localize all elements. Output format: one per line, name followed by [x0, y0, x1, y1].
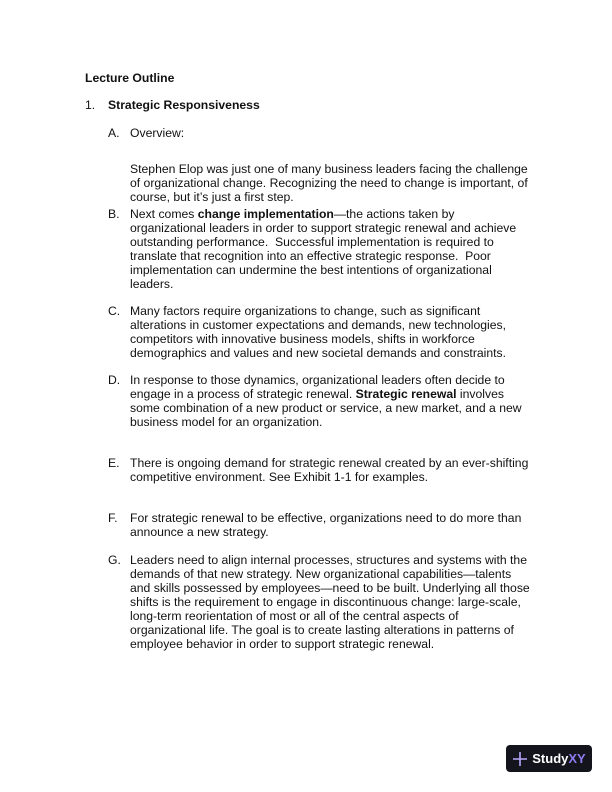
outline-item — [130, 553, 530, 651]
item-marker: A. — [108, 126, 120, 140]
text-segment: There is ongoing demand for strategic renewal created by an ever-shifting — [130, 456, 529, 470]
text-line — [130, 332, 506, 346]
plus-icon — [512, 751, 528, 767]
text-segment: implementation can undermine the best intentions of organizational — [130, 263, 492, 277]
bold-term: Strategic renewal — [355, 387, 457, 401]
text-segment: leaders. — [130, 277, 174, 291]
outline-item — [130, 511, 521, 539]
item-heading: Overview: — [130, 126, 185, 140]
text-segment: demands of that new strategy. New organizational capabilities—talents — [130, 567, 512, 581]
text-line — [130, 637, 530, 651]
text-segment: course, but it’s just a first step. — [130, 190, 294, 204]
text-line — [130, 567, 530, 581]
text-segment: and skills possessed by employees—need to be built. Underlying all those — [130, 581, 530, 595]
text-segment: In response to those dynamics, organizational leaders often decide to — [130, 373, 505, 387]
outline-item — [130, 373, 522, 429]
text-segment: shifts is the requirement to engage in discontinuous change: large-scale, — [130, 595, 521, 609]
text-segment: Many factors require organizations to change, such as significant — [130, 304, 481, 318]
text-line — [130, 623, 530, 637]
text-segment: Leaders need to align internal processes, structures and systems with the — [130, 553, 527, 567]
text-line — [130, 401, 522, 415]
section-number: 1. — [85, 98, 96, 112]
studyxy-logo — [506, 745, 592, 772]
text-segment: involves — [456, 387, 504, 401]
spacer — [130, 140, 528, 162]
text-segment: business model for an organization. — [130, 415, 323, 429]
text-line — [130, 415, 522, 429]
text-segment: Next comes — [130, 207, 198, 221]
text-line — [130, 162, 528, 176]
text-segment: demographics and values and new societal demands and constraints. — [130, 346, 507, 360]
item-marker: D. — [108, 373, 121, 387]
text-line — [130, 456, 528, 470]
text-segment: competitive environment. See Exhibit 1-1 for examples. — [130, 470, 429, 484]
text-segment: engage in a process of strategic renewal. — [130, 387, 356, 401]
text-segment: of organizational change. Recognizing the need to change is important, of — [130, 176, 528, 190]
text-line — [130, 277, 516, 291]
text-line — [130, 595, 530, 609]
text-line — [130, 470, 528, 484]
text-segment: —the actions taken by — [333, 207, 455, 221]
text-line — [130, 263, 516, 277]
text-segment: organizational leaders in order to support strategic renewal and achieve — [130, 221, 517, 235]
outline-item — [130, 304, 506, 360]
text-line — [130, 511, 521, 525]
text-line — [130, 609, 530, 623]
text-segment: alterations in customer expectations and demands, new technologies, — [130, 318, 507, 332]
text-segment: outstanding performance. Successful implementation is required to — [130, 235, 494, 249]
logo-text: Study — [532, 751, 569, 766]
text-line — [130, 190, 528, 204]
item-marker: G. — [108, 553, 121, 567]
text-line — [130, 525, 521, 539]
item-marker: B. — [108, 207, 120, 221]
text-line — [130, 304, 506, 318]
outline-item — [130, 456, 528, 484]
text-segment: organizational life. The goal is to create lasting alterations in patterns of — [130, 623, 514, 637]
text-line — [130, 373, 522, 387]
text-line — [130, 235, 516, 249]
item-marker: E. — [108, 456, 120, 470]
bold-term: change implementation — [197, 207, 334, 221]
text-segment: Stephen Elop was just one of many business leaders facing the challenge — [130, 162, 528, 176]
text-line — [130, 221, 516, 235]
logo-accent: XY — [568, 751, 586, 766]
item-marker: C. — [108, 304, 121, 318]
text-line — [130, 207, 516, 221]
text-line — [130, 553, 530, 567]
outline-item — [130, 207, 516, 291]
text-line — [130, 176, 528, 190]
text-line — [130, 318, 506, 332]
section-title: Strategic Responsiveness — [108, 98, 260, 112]
text-line — [130, 387, 522, 401]
page-title: Lecture Outline — [85, 71, 175, 85]
text-segment: employee behavior in order to support strategic renewal. — [130, 637, 435, 651]
text-line — [130, 581, 530, 595]
text-line — [130, 346, 506, 360]
text-segment: some combination of a new product or service, a new market, and a new — [130, 401, 522, 415]
outline-item — [130, 126, 528, 204]
text-segment: translate that recognition into an effective strategic response. Poor — [130, 249, 491, 263]
text-segment: long-term reorientation of most or all of the central aspects of — [130, 609, 459, 623]
text-line — [130, 249, 516, 263]
text-segment: For strategic renewal to be effective, organizations need to do more than — [130, 511, 522, 525]
text-segment: announce a new strategy. — [130, 525, 269, 539]
text-segment: competitors with innovative business models, shifts in workforce — [130, 332, 475, 346]
item-marker: F. — [108, 511, 118, 525]
